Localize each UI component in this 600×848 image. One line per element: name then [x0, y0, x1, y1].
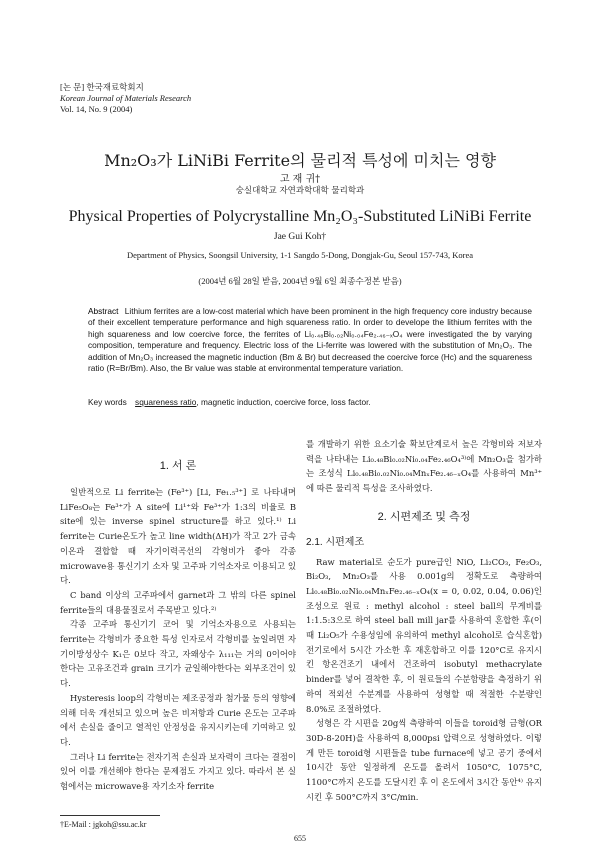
section-2-heading: 2. 시편제조 및 측정 — [377, 510, 471, 523]
paragraph: 를 개발하기 위한 요소기술 확보단계로서 높은 각형비와 저보자력을 나타내는 Li₀.₄₈Bi₀.₀₂Ni₀.₀₄Fe₂.₄₆O₄³⁾에 Mn₂O₃을 첨가하는 조성식 Li₀.₄₈Bi₀.₀₂Ni₀.₀₄MnₓFe₂.₄₆₋ₓO₄를 사용하여 Mn³⁺에 따른 물리적 특성을 조사하였다. — [306, 439, 542, 494]
affiliation-english: Department of Physics, Soongsil University, 1-1 Sangdo 5-Dong, Dongjak-Gu, Seoul 157-743, Korea — [126, 250, 474, 260]
title-korean: Mn₂O₃가 LiNiBi Ferrite의 물리적 특성에 미치는 영향 — [104, 151, 496, 170]
received-dates: (2004년 6월 28일 받음, 2004년 9월 6일 최종수정본 받음) — [198, 276, 402, 286]
abstract — [88, 306, 532, 374]
journal-label-ko: [논 문] 한국재료학회지 — [60, 82, 144, 92]
author-english: Jae Gui Koh† — [273, 232, 327, 242]
journal-header — [60, 82, 191, 115]
left-column — [60, 455, 296, 794]
affiliation-korean: 숭실대학교 자연과학대학 물리학과 — [235, 186, 365, 196]
abstract-label: Abstract — [88, 306, 119, 316]
keyword-link[interactable]: squareness ratio — [135, 397, 197, 407]
paragraph: C band 이상의 고주파에서 garnet과 그 밖의 다른 spinel ferrite들의 대용물질로서 주목받고 있다.²⁾ — [60, 589, 296, 615]
journal-name-en: Korean Journal of Materials Research — [60, 93, 192, 103]
page-number: 655 — [294, 834, 306, 843]
subsection-2-1-heading: 2.1. 시편제조 — [306, 536, 365, 548]
footnote-divider — [60, 815, 160, 816]
footnote-email: †E-Mail : jgkoh@ssu.ac.kr — [60, 820, 147, 829]
paragraph: 일반적으로 Li ferrite는 (Fe³⁺) [Li, Fe₁.₅³⁺] 로 나타내며 LiFe₅O₈는 Fe³⁺가 A site에 Li¹⁺와 Fe³⁺가 1:3의 비율로 B site에 있는 inverse spinel structure를 하고 있다.¹⁾ Li ferrite는 Curie온도가 높고 line width(ΔH)가 작고 2가 금속이온과 결합할 때 자기이력곡선의 각형비가 좋아 각종 microwave용 통신기기 소자 및 고주파 기억소자로 이용되고 있다. — [60, 487, 296, 586]
keywords-rest: , magnetic induction, coercive force, loss factor. — [196, 397, 371, 407]
paragraph: 각종 고주파 통신기기 코어 및 기억소자용으로 사용되는 ferrite는 각형비가 중요한 특성 인자로서 각형비를 높일려면 자기이방성상수 K₁은 0보다 작고, 자왜상수 λ₁₁₁는 거의 0이어야 한다는 고유조건과 grain 크기가 균일해야한다는 외부조건이 있다. — [60, 619, 296, 689]
title-english: Physical Properties of Polycrystalline Mn₂O₃-Substituted LiNiBi Ferrite — [68, 208, 532, 225]
abstract-text: Lithium ferrites are a low-cost material which have been prominent in the high frequency core industry because of their excellent temperature performance and high squareness ratio. In order to develope the lithium ferrites with the high squareness and low coercive force, the ferrites of Li₀.₄₈Bi₀.₀₂Ni₀.₀₄Fe₂.₄₆₋ₓO₄ were investigated the by varying composition, temperature and frequency. Electric loss of the Li-ferrite was lowered with the substitution of Mn₂O₃. The addition of Mn₂O₃ increased the magnetic induction (Bm & Br) but decreased the coercive force (Hc) and the squareness ratio (R=Br/Bm). Also, the Br value was stable at environmental temperature variation. — [88, 306, 532, 374]
keywords-label: Key words — [88, 397, 127, 407]
journal-volume: Vol. 14, No. 9 (2004) — [60, 104, 133, 114]
author-korean: 고 재 귀† — [279, 174, 321, 185]
keywords — [88, 397, 532, 407]
right-column — [306, 437, 542, 804]
section-1-heading: 1. 서 론 — [159, 460, 197, 472]
paragraph: 그러나 Li ferrite는 전자기적 손실과 보자력이 크다는 결점이 있어 이를 개선해야 한다는 문제점도 가지고 있다. 따라서 본 실험에서는 microwave용 자기소자 ferrite — [60, 751, 296, 792]
paragraph: Raw material로 순도가 pure급인 NiO, Li₂CO₃, Fe₂O₃, Bi₂O₃, Mn₂O₃를 사용 0.001g의 정확도로 측량하여 Li₀.₄₈Bi₀.₀₂Ni₀.₀₄MnₓFe₂.₄₆₋ₓO₄(x = 0, 0.02, 0.04, 0.06)인 조성으로 원료 : methyl alcohol : steel ball의 무게비를 1:1.5:3으로 하여 steel ball mill jar를 사용하여 혼합한 후(이때 Li₂O₅가 수용성임에 유의하여 methyl alcohol로 습식혼합) 전기로에서 5시간 가소한 후 재혼합하고 이를 120°C로 유지시킨 항온건조기 내에서 건조하여 isobutyl methacrylate binder를 넣어 결착한 후, 이 원료들의 수분함량을 측정하기 위하여 적외선 수분계를 사용하여 성형할 때 적절한 수분량인 8.0%로 조절하였다. — [306, 556, 542, 714]
paragraph: 성형은 각 시편을 20g씩 측량하여 이들을 toroid형 금형(OR 30D-8-20H)을 사용하여 8,000psi 압력으로 성형하였다. 이렇게 만든 toroid형 시편들을 tube furnace에 넣고 공기 중에서 10시간 동안 일정하게 온도를 올려서 1050°C, 1075°C, 1100°C까지 온도를 도달시킨 후 이 온도에서 3시간 동안⁴⁾ 유지시킨 후 500°C까지 3°C/min. — [306, 718, 542, 802]
paragraph: Hysteresis loop의 각형비는 제조공정과 첨가물 등의 영향에 의해 더욱 개선되고 있으며 높은 비저항과 Curie 온도는 고주파에서 손실을 줄이고 열적인 안정성을 유지시키는데 기여하고 있다. — [60, 692, 296, 747]
